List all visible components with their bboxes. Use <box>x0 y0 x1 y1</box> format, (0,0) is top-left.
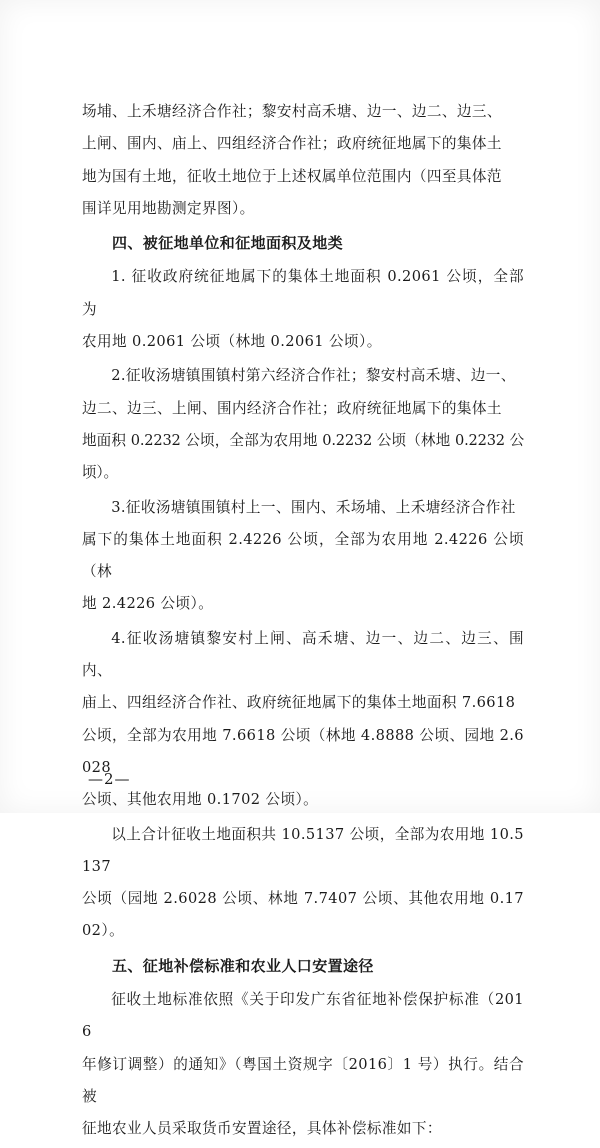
paragraph-boundary-continued <box>82 96 524 225</box>
paragraph-item-1 <box>82 261 524 358</box>
text-line: 征收土地标准依照《关于印发广东省征地补偿保护标准（2016 <box>82 991 524 1041</box>
heading-text: 四、被征地单位和征地面积及地类 <box>112 234 344 253</box>
text-line: 公顷、其他农用地 0.1702 公顷）。 <box>82 791 319 809</box>
text-line: 地面积 0.2232 公顷，全部为农用地 0.2232 公顷（林地 0.2232 公顷）。 <box>82 431 524 482</box>
text-line: 围详见用地勘测定界图）。 <box>82 199 255 217</box>
text-line: 年修订调整）的通知》（粤国土资规字〔2016〕1 号）执行。结合被 <box>82 1055 524 1105</box>
paragraph-item-2 <box>82 360 524 489</box>
page-number: —2— <box>88 770 131 788</box>
paragraph-total <box>82 819 524 948</box>
text-line: 公顷，全部为农用地 7.6618 公顷（林地 4.8888 公顷、园地 2.6028 <box>82 726 524 776</box>
text-line: 上闸、围内、庙上、四组经济合作社；政府统征地属下的集体土 <box>82 135 502 153</box>
section-heading-5 <box>82 950 524 982</box>
text-line: 公顷（园地 2.6028 公顷、林地 7.7407 公顷、其他农用地 0.1702）。 <box>82 890 524 940</box>
text-line: 4.征收汤塘镇黎安村上闸、高禾塘、边一、边二、边三、围内、 <box>82 629 524 680</box>
paragraph-item-3 <box>82 492 524 621</box>
text-line: 以上合计征收土地面积共 10.5137 公顷，全部为农用地 10.5137 <box>82 825 524 875</box>
text-line: 3.征收汤塘镇围镇村上一、围内、禾场埔、上禾塘经济合作社 <box>111 498 516 516</box>
text-line: 属下的集体土地面积 2.4226 公顷，全部为农用地 2.4226 公顷（林 <box>82 530 524 581</box>
text-line: 场埔、上禾塘经济合作社；黎安村高禾塘、边一、边二、边三、 <box>82 103 502 120</box>
text-line: 地为国有土地，征收土地位于上述权属单位范围内（四至具体范 <box>82 167 502 185</box>
text-line: 1. 征收政府统征地属下的集体土地面积 0.2061 公顷，全部为 <box>82 268 524 318</box>
text-line: 庙上、四组经济合作社、政府统征地属下的集体土地面积 7.6618 <box>82 694 516 712</box>
text-line: 农用地 0.2061 公顷（林地 0.2061 公顷）。 <box>82 333 382 351</box>
heading-text: 五、征地补偿标准和农业人口安置途径 <box>112 956 374 975</box>
paragraph-compensation-standard <box>82 984 524 1145</box>
text-line: 地 2.4226 公顷）。 <box>82 595 214 613</box>
paragraph-item-4 <box>82 623 524 817</box>
text-line: 边二、边三、上闸、围内经济合作社；政府统征地属下的集体土 <box>82 399 502 417</box>
document-body <box>82 96 524 1148</box>
section-heading-4 <box>82 227 524 259</box>
text-line: 征地农业人员采取货币安置途径，具体补偿标准如下： <box>82 1120 442 1138</box>
text-line: 2.征收汤塘镇围镇村第六经济合作社；黎安村高禾塘、边一、 <box>111 367 516 385</box>
